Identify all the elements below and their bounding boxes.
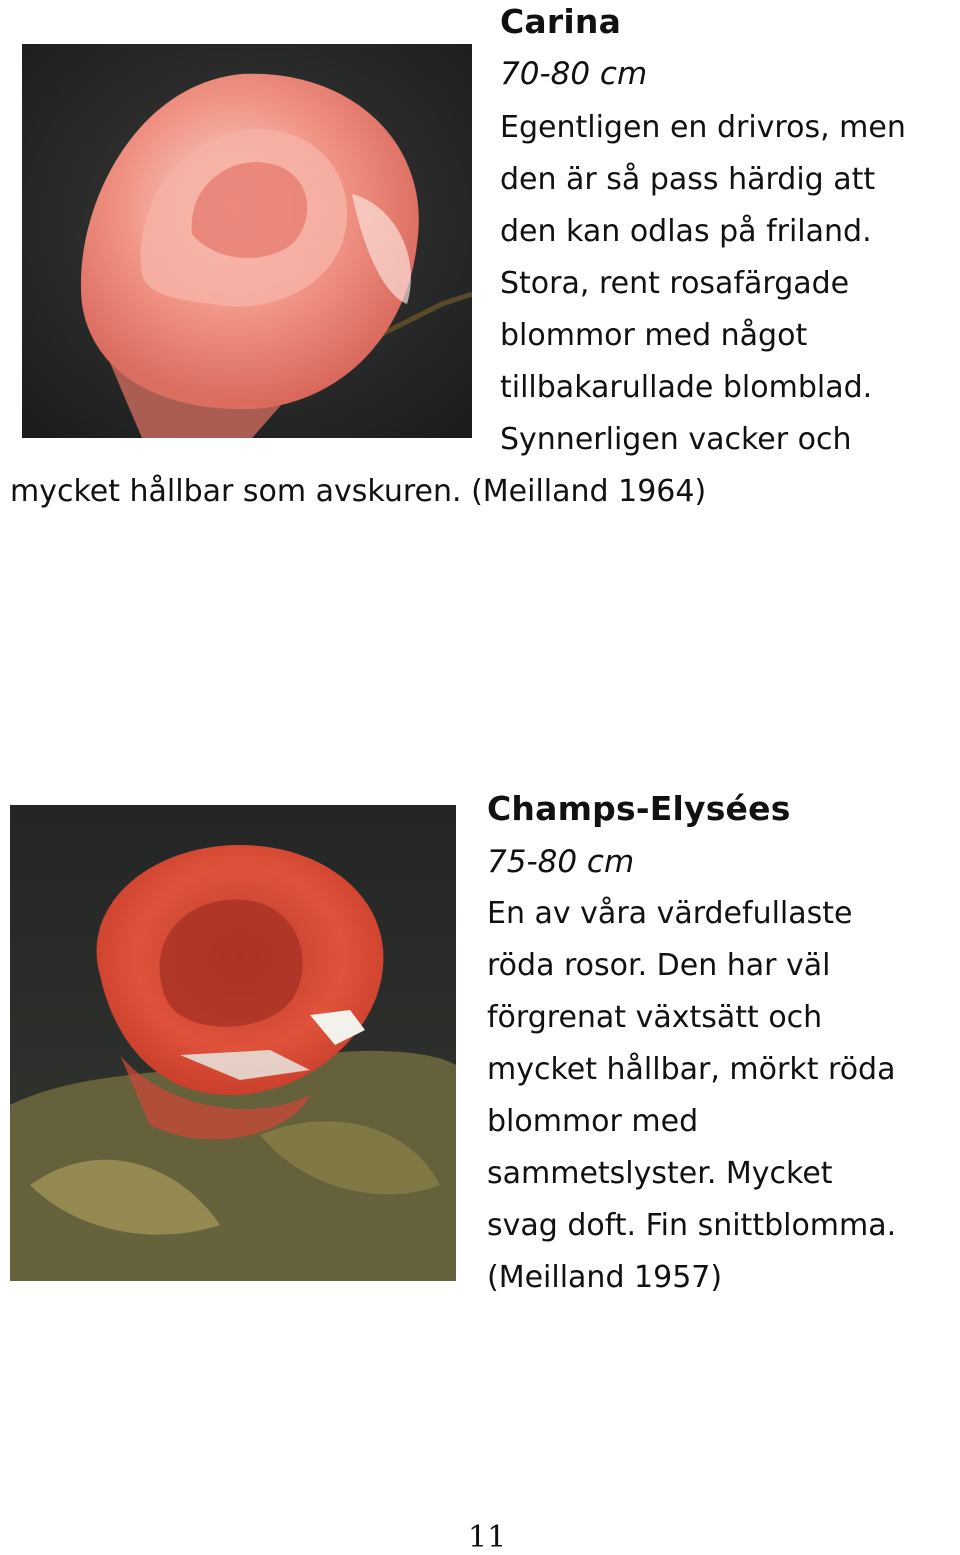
- rose-description-line: den är så pass härdig att: [500, 162, 876, 197]
- rose-description-line: svag doft. Fin snittblomma.: [487, 1208, 897, 1243]
- rose-height-champs-elysees: 75-80 cm: [487, 844, 635, 880]
- rose-description-line: sammetslyster. Mycket: [487, 1156, 833, 1191]
- rose-description-line: den kan odlas på friland.: [500, 214, 872, 249]
- carina-rose-photo: [22, 44, 472, 438]
- rose-description-line: (Meilland 1957): [487, 1260, 723, 1295]
- rose-description-line: förgrenat växtsätt och: [487, 1000, 823, 1035]
- rose-description-line: Stora, rent rosafärgade: [500, 266, 850, 301]
- rose-description-line: Synnerligen vacker och: [500, 422, 852, 457]
- champs-elysees-rose-photo: [10, 805, 456, 1281]
- rose-description-line: röda rosor. Den har väl: [487, 948, 831, 983]
- rose-description-line: Egentligen en drivros, men: [500, 110, 906, 145]
- rose-description-line: En av våra värdefullaste: [487, 896, 853, 931]
- rose-title-champs-elysees: Champs-Elysées: [487, 789, 791, 828]
- rose-description-line: mycket hållbar som avskuren. (Meilland 1964): [10, 474, 707, 509]
- rose-height-carina: 70-80 cm: [500, 56, 648, 92]
- rose-description-line: blommor med något: [500, 318, 808, 353]
- rose-description-line: blommor med: [487, 1104, 699, 1139]
- rose-description-line: mycket hållbar, mörkt röda: [487, 1052, 896, 1087]
- rose-description-line: tillbakarullade blomblad.: [500, 370, 873, 405]
- rose-title-carina: Carina: [500, 2, 622, 41]
- page-number: 11: [468, 1520, 507, 1555]
